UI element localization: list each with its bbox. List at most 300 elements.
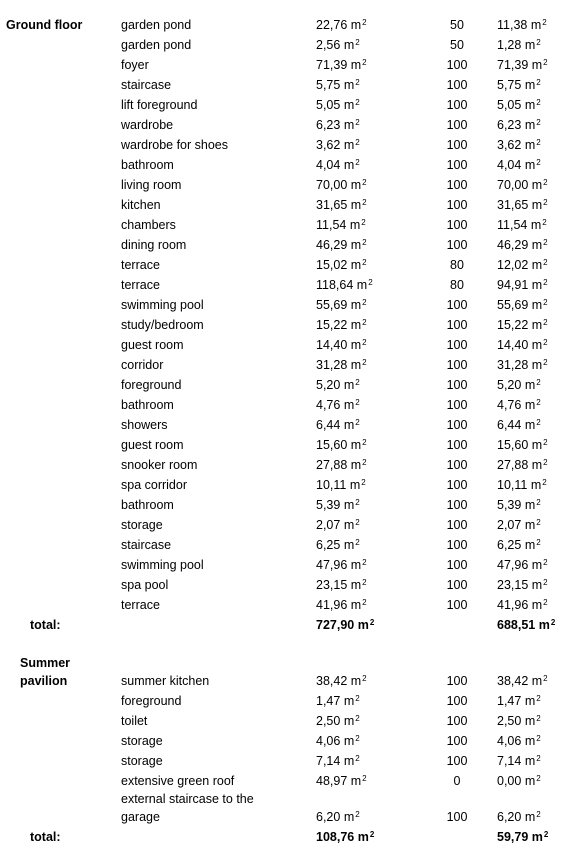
unit-label: m: [528, 198, 543, 212]
room-area-cell: [316, 215, 366, 235]
room-name: staircase: [121, 78, 172, 92]
room-effective-area-cell: [497, 475, 547, 495]
unit-label: m: [340, 38, 355, 52]
room-name: dining room: [121, 238, 187, 252]
table-row: [0, 135, 568, 155]
room-area: 4,04: [316, 158, 341, 172]
total-effective-area-cell: [497, 615, 555, 635]
room-percentage: 100: [446, 158, 468, 172]
unit-label: m: [521, 518, 536, 532]
unit-exponent: 2: [355, 78, 360, 87]
room-effective-area: 4,04: [497, 158, 522, 172]
unit-label: m: [347, 774, 362, 788]
room-effective-area: 6,23: [497, 118, 522, 132]
room-percentage: 100: [446, 298, 468, 312]
unit-exponent: 2: [355, 734, 360, 743]
room-percentage: 80: [450, 278, 464, 292]
room-name: spa pool: [121, 578, 169, 592]
room-effective-area-cell: [497, 671, 548, 691]
room-effective-area-cell: [497, 115, 541, 135]
unit-exponent: 2: [355, 158, 360, 167]
unit-exponent: 2: [536, 138, 541, 147]
room-effective-area-cell: [497, 415, 541, 435]
unit-label: m: [521, 138, 536, 152]
unit-label: m: [340, 378, 355, 392]
unit-exponent: 2: [550, 618, 556, 627]
room-area-cell: [316, 55, 367, 75]
unit-exponent: 2: [543, 674, 548, 683]
room-effective-area-cell: [497, 295, 548, 315]
room-area: 3,62: [316, 138, 341, 152]
unit-exponent: 2: [536, 810, 541, 819]
unit-label: m: [340, 694, 355, 708]
room-area: 55,69: [316, 298, 348, 312]
table-row: [0, 751, 568, 771]
total-effective-area-cell: [497, 827, 548, 847]
table-row: [0, 75, 568, 95]
table-row: [0, 575, 568, 595]
unit-exponent: 2: [536, 774, 541, 783]
table-row: [0, 315, 568, 335]
room-name: kitchen: [121, 198, 161, 212]
unit-label: m: [521, 378, 536, 392]
room-name: terrace: [121, 278, 160, 292]
room-name: foreground: [121, 694, 182, 708]
room-effective-area: 38,42: [497, 674, 529, 688]
unit-label: m: [347, 358, 362, 372]
unit-exponent: 2: [543, 578, 548, 587]
room-area-cell: [316, 731, 360, 751]
room-percentage: 100: [446, 338, 468, 352]
room-area-cell: [316, 275, 373, 295]
room-area-cell: [316, 155, 360, 175]
unit-label: m: [340, 734, 355, 748]
unit-exponent: 2: [362, 438, 367, 447]
table-row: [0, 395, 568, 415]
unit-exponent: 2: [536, 714, 541, 723]
unit-exponent: 2: [536, 498, 541, 507]
room-area: 5,75: [316, 78, 341, 92]
room-effective-area: 6,44: [497, 418, 522, 432]
table-row: [0, 515, 568, 535]
unit-label: m: [347, 198, 362, 212]
table-row: [0, 455, 568, 475]
room-area: 11,54: [316, 218, 347, 232]
room-name: foyer: [121, 58, 149, 72]
room-area-cell: [316, 751, 360, 771]
unit-exponent: 2: [362, 18, 367, 27]
room-effective-area: 14,40: [497, 338, 529, 352]
room-percentage: 100: [446, 378, 468, 392]
unit-label: m: [347, 438, 362, 452]
room-effective-area: 5,20: [497, 378, 522, 392]
unit-exponent: 2: [542, 478, 547, 487]
unit-exponent: 2: [543, 438, 548, 447]
unit-label: m: [528, 298, 543, 312]
room-effective-area-cell: [497, 155, 541, 175]
room-effective-area-cell: [497, 495, 541, 515]
unit-label: m: [340, 810, 355, 824]
unit-exponent: 2: [361, 218, 366, 227]
room-effective-area: 31,65: [497, 198, 529, 212]
room-name: bathroom: [121, 498, 174, 512]
unit-exponent: 2: [355, 714, 360, 723]
unit-exponent: 2: [536, 518, 541, 527]
room-area-cell: [316, 455, 367, 475]
unit-label: m: [340, 498, 355, 512]
unit-exponent: 2: [362, 258, 367, 267]
room-area-cell: [316, 15, 367, 35]
room-area-cell: [316, 475, 366, 495]
room-area: 27,88: [316, 458, 348, 472]
unit-exponent: 2: [361, 478, 366, 487]
unit-exponent: 2: [543, 358, 548, 367]
room-name: swimming pool: [121, 558, 204, 572]
unit-label: m: [521, 78, 536, 92]
room-name: guest room: [121, 438, 184, 452]
room-effective-area-cell: [497, 315, 548, 335]
table-row: [0, 435, 568, 455]
room-area-cell: [316, 595, 367, 615]
unit-label: m: [528, 578, 543, 592]
unit-label: m: [528, 598, 543, 612]
room-name: corridor: [121, 358, 164, 372]
unit-label: m: [347, 598, 362, 612]
room-name: storage: [121, 734, 163, 748]
room-area: 7,14: [316, 754, 341, 768]
unit-label: m: [346, 478, 361, 492]
room-percentage: 100: [446, 714, 468, 728]
unit-exponent: 2: [536, 38, 541, 47]
room-name: wardrobe for shoes: [121, 138, 229, 152]
table-row: [0, 155, 568, 175]
room-name: living room: [121, 178, 182, 192]
unit-label: m: [528, 58, 543, 72]
room-area-cell: [316, 495, 360, 515]
room-effective-area: 6,20: [497, 810, 522, 824]
unit-exponent: 2: [543, 198, 548, 207]
section-label: Ground floor: [6, 18, 83, 32]
room-percentage: 100: [446, 358, 468, 372]
room-effective-area: 0,00: [497, 774, 522, 788]
unit-label: m: [527, 478, 542, 492]
room-area: 15,60: [316, 438, 348, 452]
table-row: [0, 495, 568, 515]
room-percentage: 100: [446, 238, 468, 252]
section-label: Summer: [20, 656, 71, 670]
room-effective-area: 41,96: [497, 598, 529, 612]
total-label: total:: [30, 830, 61, 844]
room-area: 15,02: [316, 258, 348, 272]
room-effective-area-cell: [497, 711, 541, 731]
unit-exponent: 2: [536, 538, 541, 547]
unit-label: m: [347, 258, 362, 272]
unit-exponent: 2: [543, 258, 548, 267]
unit-label: m: [521, 754, 536, 768]
unit-exponent: 2: [542, 218, 547, 227]
room-effective-area-cell: [497, 375, 541, 395]
unit-label: m: [347, 18, 362, 32]
unit-exponent: 2: [362, 338, 367, 347]
room-area: 4,06: [316, 734, 341, 748]
unit-exponent: 2: [543, 278, 548, 287]
room-effective-area-cell: [497, 135, 541, 155]
unit-exponent: 2: [362, 198, 367, 207]
unit-label: m: [347, 674, 362, 688]
unit-label: m: [535, 618, 550, 632]
unit-label: m: [340, 118, 355, 132]
unit-exponent: 2: [536, 378, 541, 387]
room-area-cell: [316, 175, 367, 195]
table-row: [0, 671, 568, 691]
room-effective-area-cell: [497, 535, 541, 555]
room-name: extensive green roof: [121, 774, 235, 788]
room-name: lift foreground: [121, 98, 198, 112]
room-effective-area: 6,25: [497, 538, 522, 552]
room-area: 5,39: [316, 498, 341, 512]
unit-label: m: [528, 438, 543, 452]
unit-label: m: [340, 754, 355, 768]
room-percentage: 100: [446, 418, 468, 432]
table-row: [0, 255, 568, 275]
room-area: 10,11: [316, 478, 347, 492]
room-percentage: 100: [446, 98, 468, 112]
room-percentage: 100: [446, 458, 468, 472]
room-percentage: 100: [446, 694, 468, 708]
unit-exponent: 2: [368, 278, 373, 287]
unit-label: m: [340, 398, 355, 412]
unit-label: m: [340, 78, 355, 92]
unit-exponent: 2: [355, 694, 360, 703]
unit-label: m: [521, 694, 536, 708]
unit-label: m: [346, 218, 361, 232]
room-name: terrace: [121, 598, 160, 612]
room-percentage: 100: [446, 58, 468, 72]
room-effective-area: 3,62: [497, 138, 522, 152]
room-area: 15,22: [316, 318, 348, 332]
table-row: [0, 15, 568, 35]
unit-label: m: [521, 398, 536, 412]
unit-exponent: 2: [362, 178, 367, 187]
unit-exponent: 2: [543, 178, 548, 187]
room-name: foreground: [121, 378, 182, 392]
unit-label: m: [521, 98, 536, 112]
room-percentage: 100: [446, 810, 468, 824]
room-effective-area: 70,00: [497, 178, 529, 192]
room-area: 23,15: [316, 578, 348, 592]
room-percentage: 100: [446, 198, 468, 212]
room-area: 5,20: [316, 378, 341, 392]
table-row: [0, 771, 568, 791]
unit-label: m: [528, 178, 543, 192]
unit-exponent: 2: [355, 538, 360, 547]
room-effective-area-cell: [497, 175, 548, 195]
table-row: [0, 827, 568, 847]
room-area-cell: [316, 295, 367, 315]
room-effective-area-cell: [497, 575, 548, 595]
table-row: [0, 615, 568, 635]
room-percentage: 100: [446, 118, 468, 132]
room-area-cell: [316, 555, 367, 575]
room-effective-area-cell: [497, 355, 548, 375]
room-percentage: 100: [446, 754, 468, 768]
unit-label: m: [528, 258, 543, 272]
unit-exponent: 2: [536, 98, 541, 107]
room-effective-area: 5,75: [497, 78, 522, 92]
room-name: wardrobe: [121, 118, 174, 132]
room-area: 6,23: [316, 118, 341, 132]
unit-exponent: 2: [543, 558, 548, 567]
unit-exponent: 2: [369, 830, 375, 839]
room-percentage: 50: [450, 38, 464, 52]
room-area-cell: [316, 115, 360, 135]
room-percentage: 100: [446, 438, 468, 452]
table-row: [0, 535, 568, 555]
room-effective-area: 47,96: [497, 558, 529, 572]
unit-exponent: 2: [355, 118, 360, 127]
unit-label: m: [521, 714, 536, 728]
room-percentage: 100: [446, 218, 468, 232]
room-effective-area: 31,28: [497, 358, 529, 372]
room-effective-area-cell: [497, 55, 548, 75]
unit-exponent: 2: [355, 138, 360, 147]
table-row: [0, 691, 568, 711]
room-effective-area-cell: [497, 335, 548, 355]
room-effective-area: 7,14: [497, 754, 522, 768]
room-area: 38,42: [316, 674, 348, 688]
table-row: [0, 55, 568, 75]
unit-exponent: 2: [536, 734, 541, 743]
unit-exponent: 2: [536, 158, 541, 167]
unit-label: m: [521, 538, 536, 552]
unit-label: m: [347, 58, 362, 72]
room-effective-area: 4,06: [497, 734, 522, 748]
room-name: study/bedroom: [121, 318, 204, 332]
room-name: external staircase to the: [121, 792, 254, 806]
room-percentage: 0: [453, 774, 461, 788]
room-area-cell: [316, 255, 367, 275]
room-area: 5,05: [316, 98, 341, 112]
room-area-cell: [316, 195, 367, 215]
unit-exponent: 2: [543, 318, 548, 327]
room-area: 41,96: [316, 598, 348, 612]
unit-exponent: 2: [362, 318, 367, 327]
room-effective-area: 10,11: [497, 478, 528, 492]
unit-exponent: 2: [369, 618, 375, 627]
room-name: garden pond: [121, 38, 192, 52]
room-area-cell: [316, 75, 360, 95]
room-percentage: 100: [446, 318, 468, 332]
room-percentage: 100: [446, 538, 468, 552]
total-label: total:: [30, 618, 61, 632]
unit-exponent: 2: [362, 578, 367, 587]
table-row: [0, 215, 568, 235]
unit-label: m: [528, 558, 543, 572]
room-effective-area-cell: [497, 691, 541, 711]
room-effective-area-cell: [497, 751, 541, 771]
unit-label: m: [340, 518, 355, 532]
room-effective-area-cell: [497, 555, 548, 575]
room-name: summer kitchen: [121, 674, 210, 688]
room-effective-area: 15,60: [497, 438, 529, 452]
room-area-cell: [316, 135, 360, 155]
room-area-cell: [316, 807, 360, 827]
room-area-cell: [316, 671, 367, 691]
total-area-cell: [316, 615, 374, 635]
unit-label: m: [354, 618, 369, 632]
room-effective-area: 46,29: [497, 238, 529, 252]
unit-exponent: 2: [362, 58, 367, 67]
room-effective-area: 27,88: [497, 458, 529, 472]
table-row: [0, 355, 568, 375]
unit-label: m: [347, 238, 362, 252]
room-area: 47,96: [316, 558, 348, 572]
unit-exponent: 2: [362, 558, 367, 567]
room-effective-area: 15,22: [497, 318, 529, 332]
unit-exponent: 2: [362, 674, 367, 683]
room-effective-area-cell: [497, 771, 541, 791]
table-row: [0, 595, 568, 615]
table-row: [0, 175, 568, 195]
total-area: 727,90: [316, 618, 355, 632]
unit-exponent: 2: [362, 598, 367, 607]
unit-exponent: 2: [355, 38, 360, 47]
unit-exponent: 2: [543, 298, 548, 307]
room-percentage: 100: [446, 734, 468, 748]
room-area-cell: [316, 771, 367, 791]
table-row: [0, 475, 568, 495]
unit-label: m: [521, 418, 536, 432]
room-area: 71,39: [316, 58, 348, 72]
unit-exponent: 2: [355, 378, 360, 387]
unit-label: m: [347, 178, 362, 192]
room-percentage: 80: [450, 258, 464, 272]
unit-exponent: 2: [355, 398, 360, 407]
unit-label: m: [528, 278, 543, 292]
room-effective-area-cell: [497, 255, 548, 275]
room-effective-area-cell: [497, 195, 548, 215]
room-area: 1,47: [316, 694, 341, 708]
table-row: [0, 195, 568, 215]
room-effective-area-cell: [497, 395, 541, 415]
table-row: [0, 115, 568, 135]
room-effective-area: 2,07: [497, 518, 522, 532]
unit-exponent: 2: [355, 754, 360, 763]
room-effective-area: 2,50: [497, 714, 522, 728]
unit-exponent: 2: [362, 298, 367, 307]
unit-exponent: 2: [355, 98, 360, 107]
room-area: 31,65: [316, 198, 348, 212]
table-row: [0, 235, 568, 255]
unit-label: m: [347, 578, 362, 592]
room-percentage: 100: [446, 518, 468, 532]
room-name: toilet: [121, 714, 148, 728]
room-effective-area: 23,15: [497, 578, 529, 592]
table-row: [0, 653, 568, 673]
unit-label: m: [347, 338, 362, 352]
total-effective-area: 59,79: [497, 830, 529, 844]
room-name: chambers: [121, 218, 176, 232]
room-name: swimming pool: [121, 298, 204, 312]
room-percentage: 100: [446, 498, 468, 512]
room-area-cell: [316, 515, 360, 535]
room-name: snooker room: [121, 458, 198, 472]
room-area-cell: [316, 315, 367, 335]
unit-exponent: 2: [355, 810, 360, 819]
room-effective-area-cell: [497, 731, 541, 751]
unit-exponent: 2: [543, 598, 548, 607]
unit-label: m: [340, 714, 355, 728]
